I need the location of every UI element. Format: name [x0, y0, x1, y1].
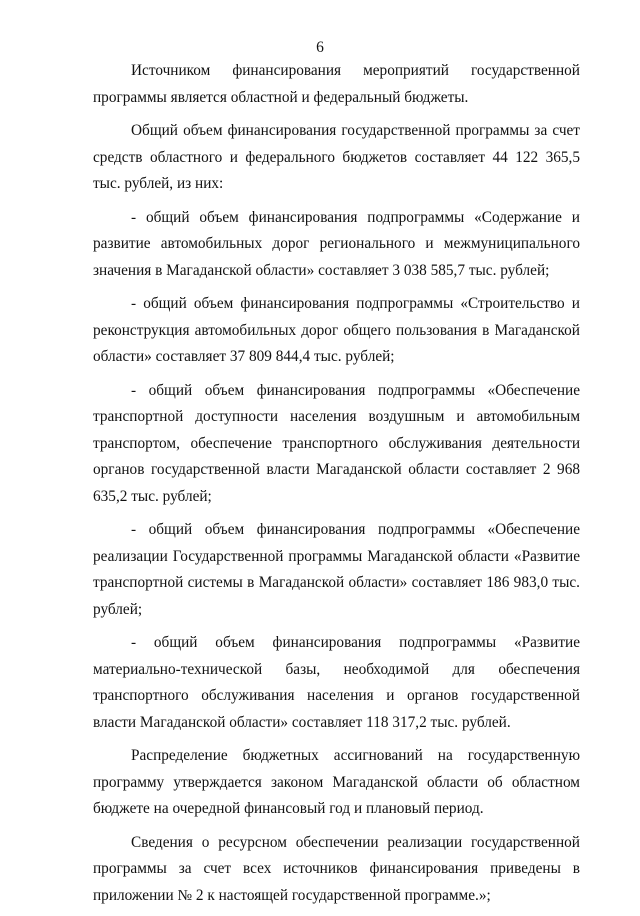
- paragraph-budget-allocation: Распределение бюджетных ассигнований на государственную программу утверждается законом Магаданской области об областном бюджете на очередной финансовый год и плановый период.: [93, 747, 580, 817]
- paragraph-subprogram-program-support: - общий объем финансирования подпрограммы «Обеспечение реализации Государственной программы Магаданской области «Развитие транспортной системы в Магаданской области» составляет 186 983,0 тыс. рублей;: [93, 521, 580, 618]
- paragraph-subprogram-roads-maintenance: - общий объем финансирования подпрограммы «Содержание и развитие автомобильных дорог регионального и межмуниципального значения в Магаданской области» составляет 3 038 585,7 тыс. рублей;: [93, 208, 580, 279]
- paragraph-subprogram-transport-access: - общий объем финансирования подпрограммы «Обеспечение транспортной доступности населения воздушным и автомобильным транспортом, обеспечение транспортного обслуживания деятельности органов государственной власти Магаданской области составляет 2 968 635,2 тыс. рублей;: [93, 381, 580, 505]
- paragraph-subprogram-roads-construction: - общий объем финансирования подпрограммы «Строительство и реконструкция автомобильных дорог общего пользования в Магаданской области» составляет 37 809 844,4 тыс. рублей;: [93, 295, 580, 365]
- document-body: [93, 58, 580, 916]
- page-number: 6: [316, 39, 324, 56]
- paragraph-total-funding: Общий объем финансирования государственной программы за счет средств областного и федерального бюджетов составляет 44 122 365,5 тыс. рублей, из них:: [93, 122, 580, 192]
- paragraph-resource-info: Сведения о ресурсном обеспечении реализации государственной программы за счет всех источников финансирования приведены в приложении № 2 к настоящей государственной программе.»;: [93, 833, 580, 904]
- paragraph-funding-source: Источником финансирования мероприятий государственной программы является областной и федеральный бюджеты.: [93, 62, 580, 106]
- paragraph-subprogram-material-base: - общий объем финансирования подпрограммы «Развитие материально-технической базы, необходимой для обеспечения транспортного обслуживания населения и органов государственной власти Магаданской области» составляет 118 317,2 тыс. рублей.: [93, 634, 580, 731]
